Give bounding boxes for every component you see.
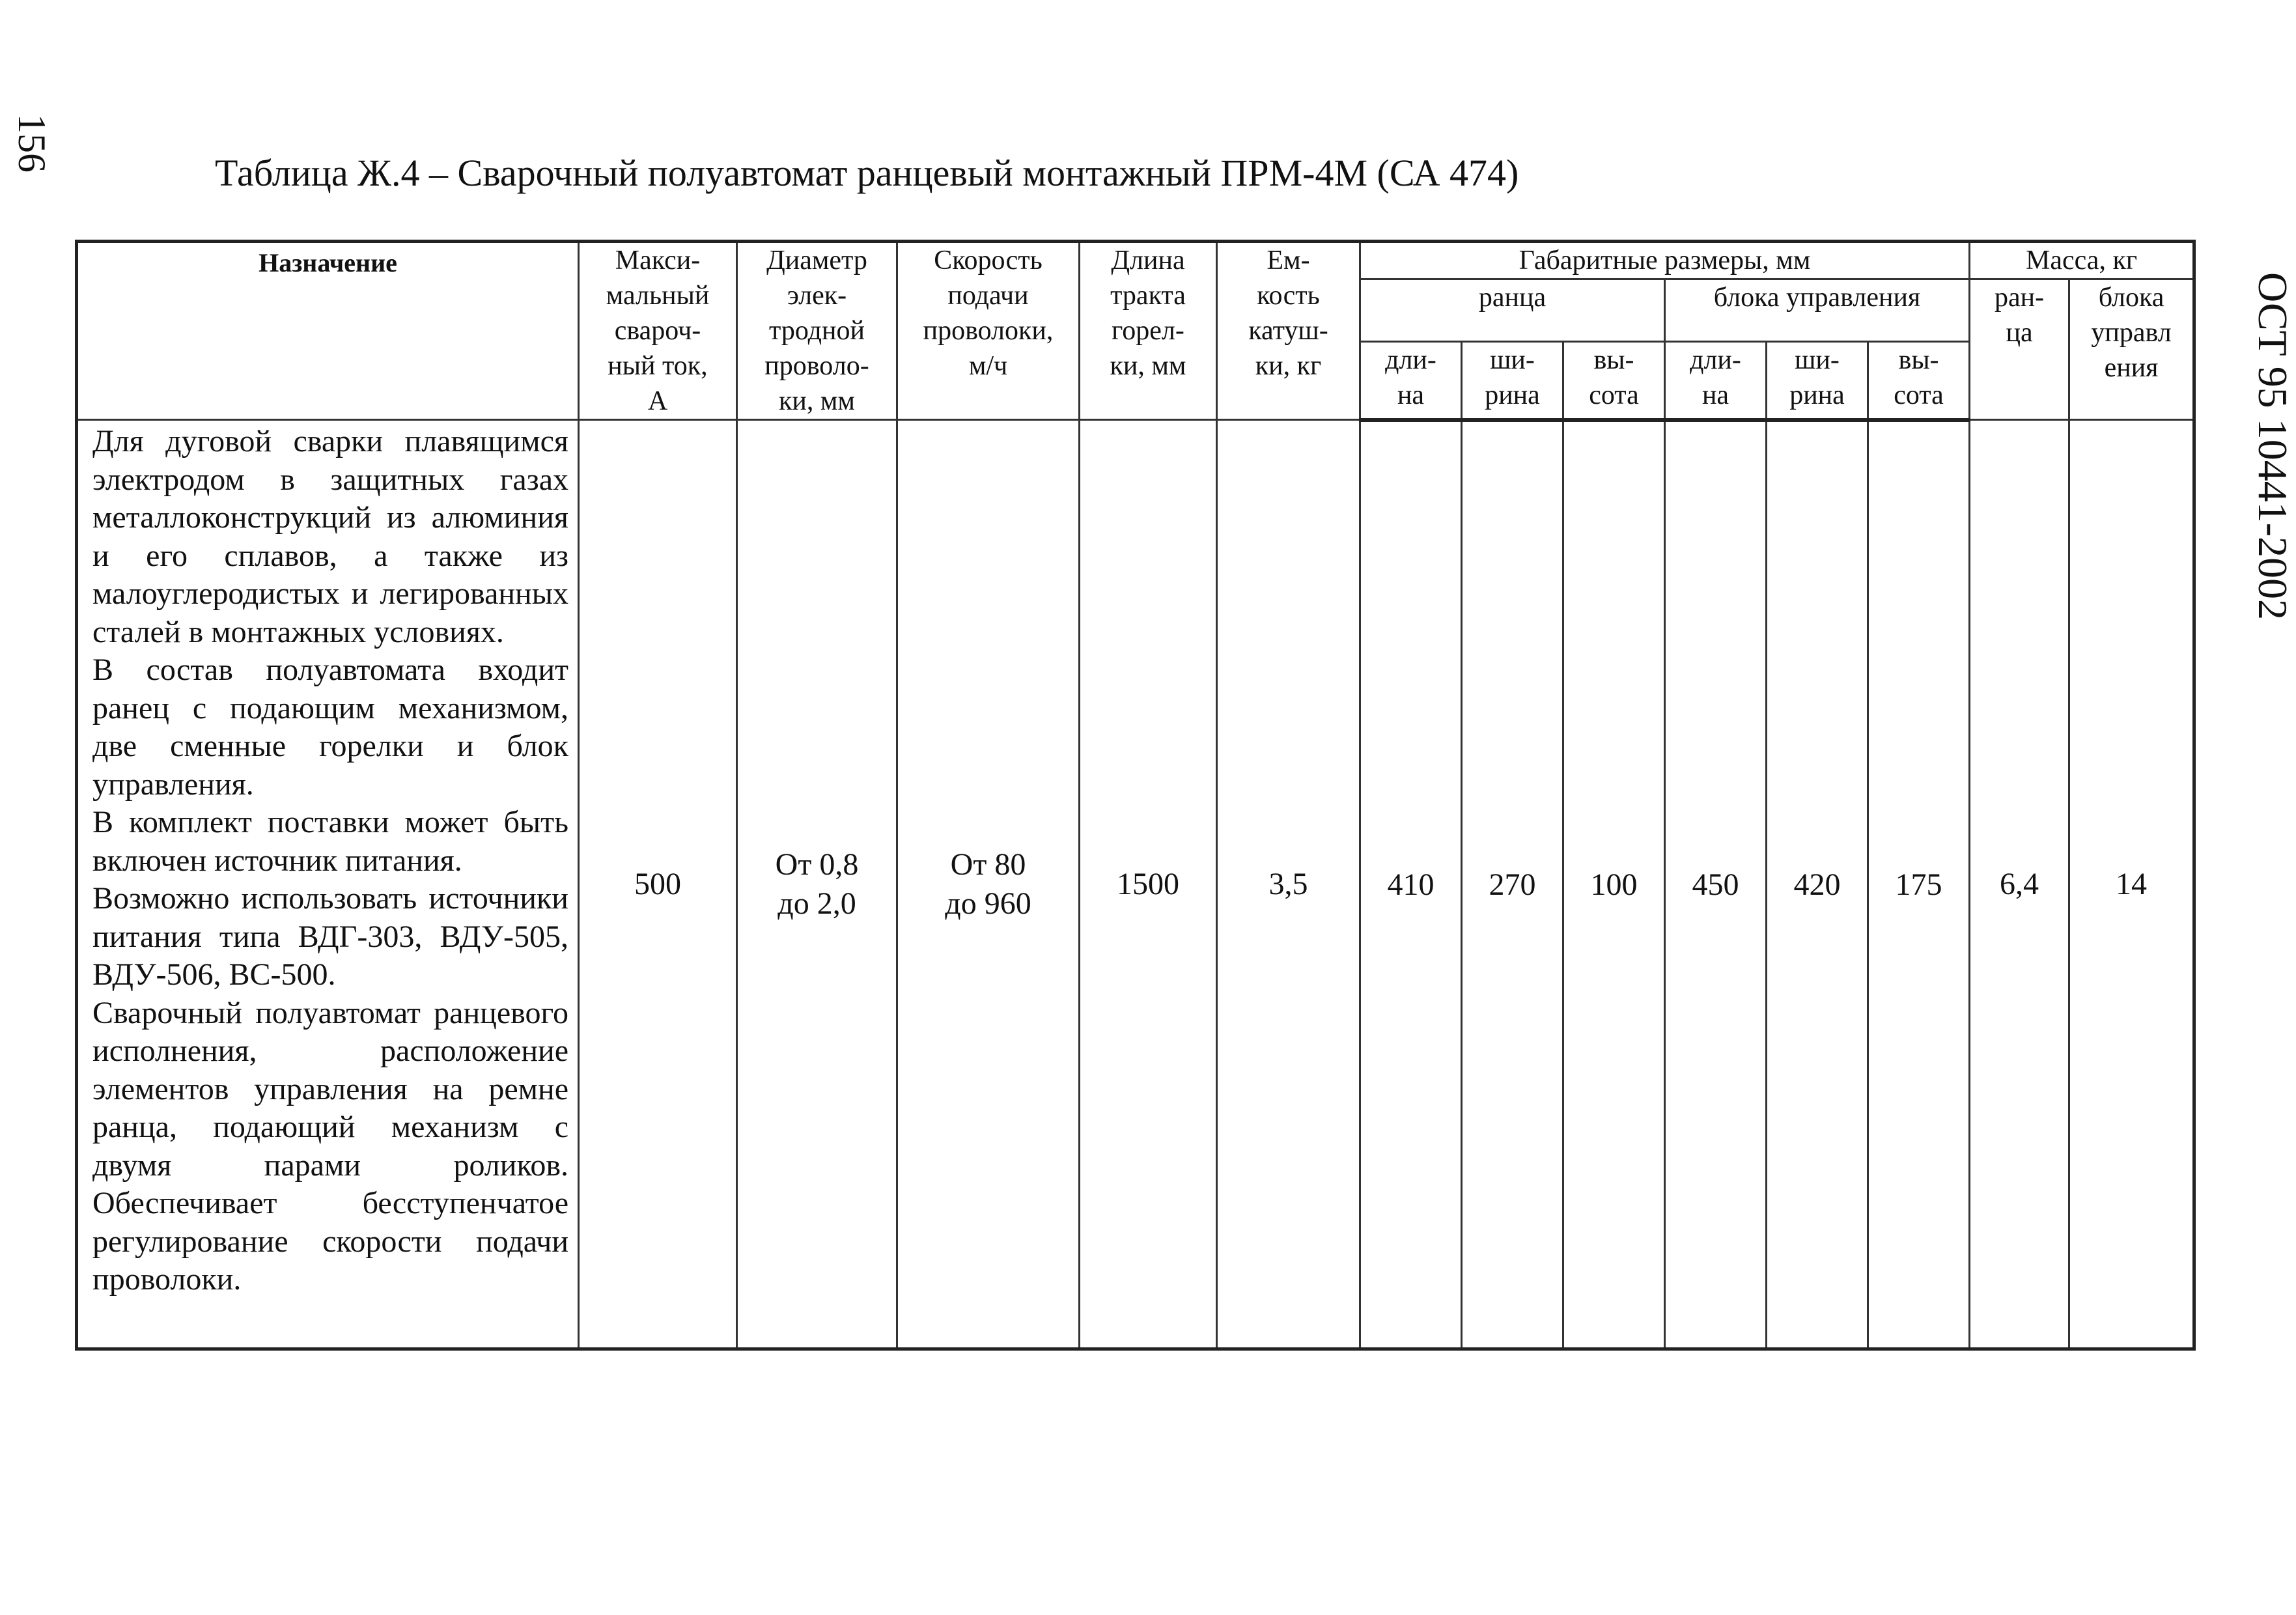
- header-dimensions: Габаритные размеры, мм: [1360, 242, 1970, 279]
- header-mass: Масса, кг: [1970, 242, 2194, 279]
- cell-backpack-width: 270: [1462, 420, 1563, 1349]
- description-paragraph: Сварочный полуавтомат ранцевого исполнения, расположение элементов управления на ремне ранца, подающий механизм с двумя парами роликов. Обеспечивает бесступенчатое регулирование скорости подачи проволоки.: [92, 995, 568, 1297]
- header-backpack-length: дли- на: [1360, 341, 1462, 420]
- cell-wire-diameter: От 0,8 до 2,0: [737, 420, 897, 1349]
- header-feed-speed: Скорость подачи проволоки, м/ч: [897, 242, 1080, 420]
- document-code: ОСТ 95 10441-2002: [2250, 272, 2296, 621]
- cell-reel-capacity: 3,5: [1217, 420, 1360, 1349]
- cell-mass-backpack: 6,4: [1970, 420, 2069, 1349]
- header-backpack: ранца: [1360, 279, 1665, 342]
- cell-max-current: 500: [579, 420, 737, 1349]
- header-reel-capacity: Ем- кость катуш- ки, кг: [1217, 242, 1360, 420]
- description-paragraph: Для дуговой сварки плавящимся электродом в защитных газах металлоконструкций из алюминия и его сплавов, а также из малоуглеродистых и легированных сталей в монтажных условиях.: [92, 424, 568, 649]
- description-paragraph: Возможно использовать источники питания типа ВДГ-303, ВДУ-505, ВДУ-506, ВС-500.: [92, 881, 568, 992]
- header-control-width: ши- рина: [1767, 341, 1868, 420]
- header-torch-length: Длина тракта горел- ки, мм: [1080, 242, 1217, 420]
- cell-backpack-height: 100: [1563, 420, 1665, 1349]
- header-max-current: Макси- мальный свароч- ный ток, А: [579, 242, 737, 420]
- description-paragraph: В комплект поставки может быть включен источник питания.: [92, 805, 568, 878]
- cell-backpack-length: 410: [1360, 420, 1462, 1349]
- cell-mass-control-unit: 14: [2069, 420, 2194, 1349]
- header-control-height: вы- сота: [1868, 341, 1970, 420]
- header-control-length: дли- на: [1665, 341, 1767, 420]
- description-paragraph: В состав полуавтомата входит ранец с подающим механизмом, две сменные горелки и блок управления.: [92, 653, 568, 802]
- header-row-1: [77, 242, 2194, 279]
- header-wire-diameter: Диаметр элек- тродной проволо- ки, мм: [737, 242, 897, 420]
- header-mass-control-unit: блока управл ения: [2069, 279, 2194, 420]
- cell-control-length: 450: [1665, 420, 1767, 1349]
- page-number: 156: [10, 114, 53, 173]
- cell-control-height: 175: [1868, 420, 1970, 1349]
- header-mass-backpack: ран- ца: [1970, 279, 2069, 420]
- cell-feed-speed: От 80 до 960: [897, 420, 1080, 1349]
- table-row: [77, 420, 2194, 1349]
- specification-table: [75, 240, 2196, 1351]
- header-backpack-width: ши- рина: [1462, 341, 1563, 420]
- cell-control-width: 420: [1767, 420, 1868, 1349]
- cell-torch-length: 1500: [1080, 420, 1217, 1349]
- header-control-unit: блока управления: [1665, 279, 1970, 342]
- header-purpose: Назначение: [77, 242, 579, 420]
- cell-description: [77, 420, 579, 1349]
- table-title: Таблица Ж.4 – Сварочный полуавтомат ранцевый монтажный ПРМ-4М (СА 474): [215, 152, 1519, 194]
- header-backpack-height: вы- сота: [1563, 341, 1665, 420]
